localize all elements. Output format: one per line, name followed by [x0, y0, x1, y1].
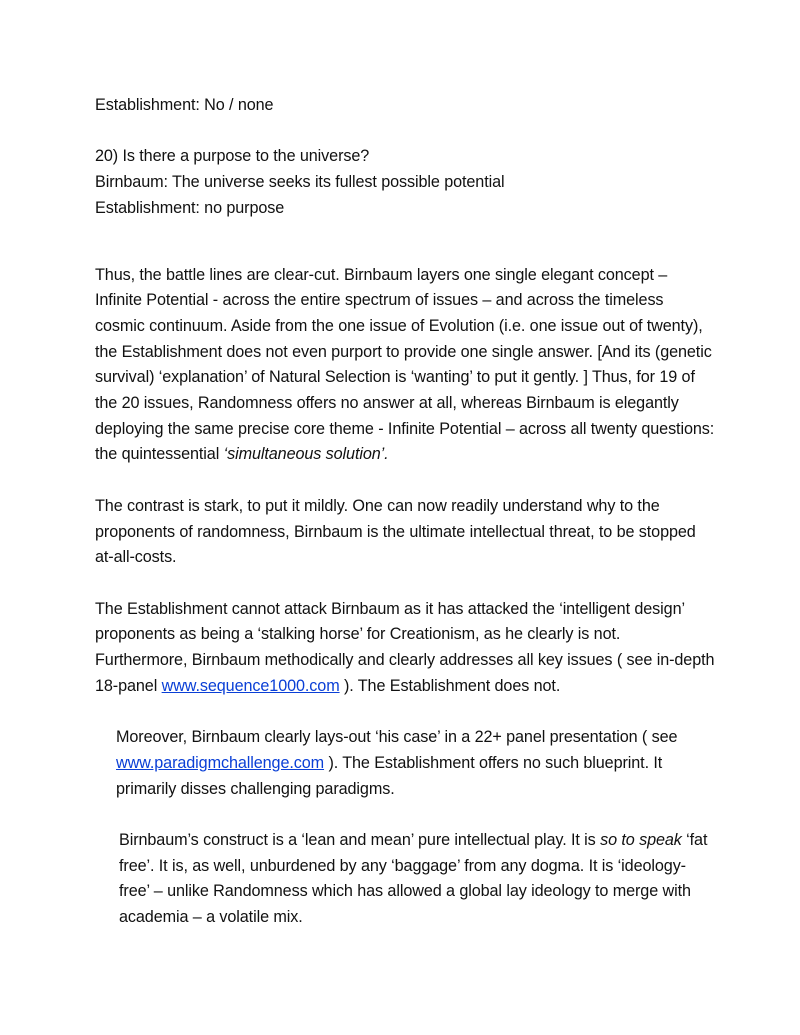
- paragraph-battle-lines-text: Thus, the battle lines are clear-cut. Birnbaum layers one single elegant concept – Infinite Potential - across the entire spectrum of issues – and across the timeless cosmic continuum. Aside from the one issue of Evolution (i.e. one issue out of twenty), the Establishment does not even purport to provide one single answer. [And its (genetic survival) ‘explanation’ of Natural Selection is ‘wanting’ to put it gently. ] Thus, for 19 of the 20 issues, Randomness offers no answer at all, whereas Birnbaum is elegantly deploying the same precise core theme - Infinite Potential – across all twenty questions: the quintessential: [95, 265, 715, 464]
- paragraph-contrast: The contrast is stark, to put it mildly. One can now readily understand why to the proponents of randomness, Birnbaum is the ultimate intellectual threat, to be stopped at-all-costs.: [95, 496, 696, 567]
- paragraph-his-case-end: ). The Establishment offers no such blueprint. It primarily disses challenging paradigms.: [116, 753, 663, 798]
- spacer: [95, 802, 715, 828]
- spacer: [95, 571, 715, 597]
- spacer: [95, 699, 715, 725]
- sequence1000-link[interactable]: www.sequence1000.com: [161, 676, 340, 695]
- paragraph-battle-lines: [95, 263, 715, 469]
- establishment-answer-19: Establishment: No / none: [95, 96, 274, 114]
- paragraph-establishment-attack-end: ). The Establishment does not.: [339, 676, 561, 695]
- paragraph-establishment-attack: [95, 597, 715, 700]
- birnbaum-answer-20: Birnbaum: The universe seeks its fullest possible potential: [95, 173, 505, 192]
- spacer: [95, 119, 715, 145]
- paragraph-his-case: [95, 725, 715, 802]
- question-20: 20) Is there a purpose to the universe?: [95, 147, 370, 166]
- establishment-answer-20: Establishment: no purpose: [95, 198, 285, 217]
- paragraph-his-case-text: Moreover, Birnbaum clearly lays-out ‘his case’ in a 22+ panel presentation ( see: [116, 728, 678, 747]
- spacer: [95, 468, 715, 494]
- paragraph-lean-and-mean: [95, 828, 715, 931]
- document-body: [95, 93, 715, 931]
- paragraph-lean-and-mean-text: Birnbaum’s construct is a ‘lean and mean’ pure intellectual play. It is: [119, 830, 601, 849]
- paragraph-establishment-attack-text: The Establishment cannot attack Birnbaum as it has attacked the ‘intelligent design’ proponents as being a ‘stalking horse’ for Creationism, as he clearly is not. Furthermore, Birnbaum methodically and clearly addresses all key issues ( see in-depth 18-panel: [95, 599, 715, 695]
- simultaneous-solution-emphasis: ‘simultaneous solution’.: [223, 445, 389, 464]
- so-to-speak-emphasis: so to speak: [600, 830, 682, 849]
- spacer: [95, 222, 715, 263]
- paradigmchallenge-link[interactable]: www.paradigmchallenge.com: [116, 753, 325, 772]
- paragraph-lean-and-mean-end: ‘fat free’. It is, as well, unburdened by any ‘baggage’ from any dogma. It is ‘ideology-free’ – unlike Randomness which has allowed a global lay ideology to merge with academia – a volatile mix.: [119, 830, 708, 927]
